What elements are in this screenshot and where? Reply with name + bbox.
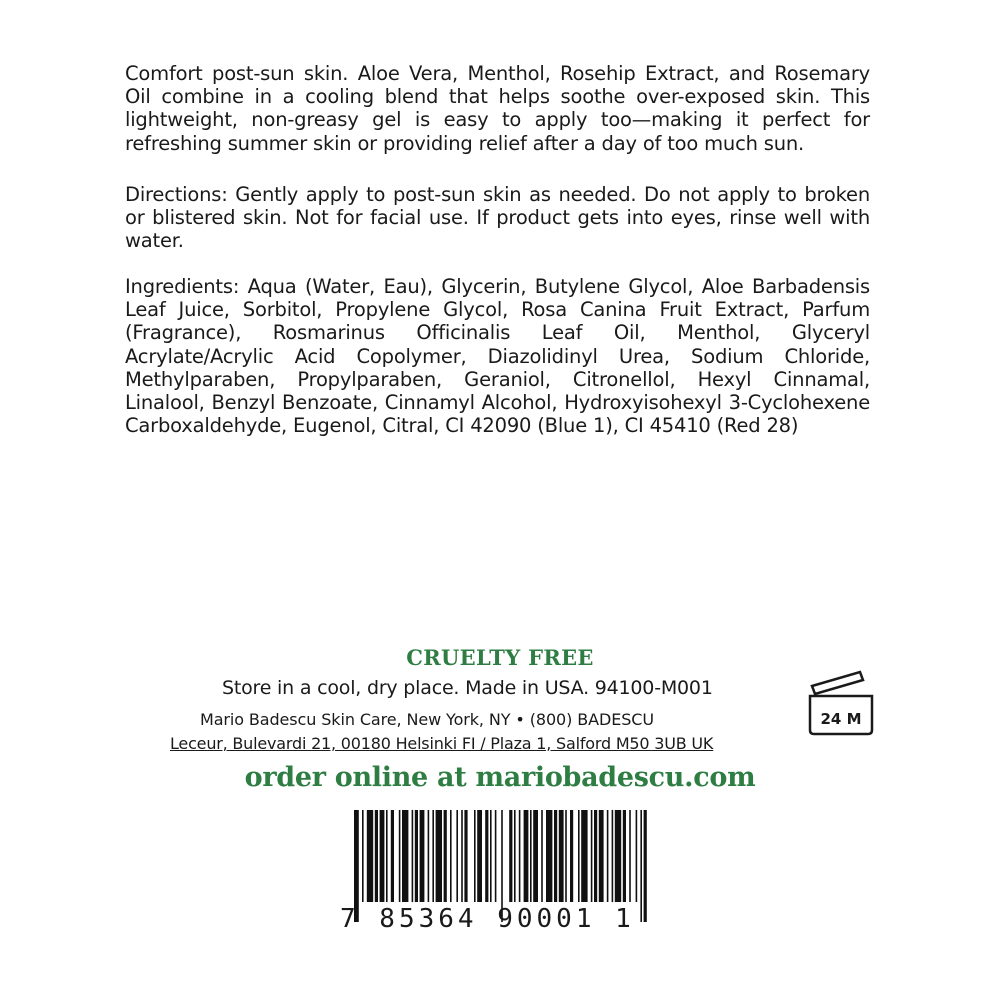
barcode-bar	[559, 810, 564, 902]
barcode-bar	[509, 810, 512, 902]
barcode-bar	[524, 810, 529, 902]
barcode-bar	[578, 810, 580, 902]
barcode-bar	[436, 810, 442, 902]
barcode-digits: 7 85364 90001 1	[340, 904, 635, 934]
barcode-bar	[546, 810, 552, 902]
barcode-bar	[629, 810, 631, 902]
barcode-bar	[541, 810, 543, 902]
barcode-bar	[420, 810, 425, 902]
barcode-bar	[570, 810, 573, 902]
barcode-bar	[464, 810, 467, 902]
barcode-bar	[607, 810, 609, 902]
barcode-bar	[554, 810, 557, 902]
barcode-bar	[533, 810, 538, 902]
barcode-bar	[591, 810, 593, 902]
directions-text: Directions: Gently apply to post-sun skin as needed. Do not apply to broken or blistered skin. Not for facial use. If product gets into eyes, rinse well with water.	[125, 183, 870, 253]
barcode-bar	[581, 810, 587, 902]
barcode-bar	[461, 810, 463, 902]
barcode-bar	[594, 810, 597, 902]
barcode-bar	[367, 810, 373, 902]
barcode-bar	[432, 810, 434, 902]
order-online-link[interactable]: order online at mariobadescu.com	[244, 762, 756, 793]
storage-info: Store in a cool, dry place. Made in USA. 94100-M001	[222, 677, 713, 699]
open-jar-icon	[806, 668, 878, 736]
barcode-bar	[636, 810, 638, 902]
eu-address: Leceur, Bulevardi 21, 00180 Helsinki FI / Plaza 1, Salford M50 3UB UK	[170, 734, 714, 753]
barcode-bar	[477, 810, 482, 902]
barcode-bar	[490, 810, 492, 902]
barcode-bar	[519, 810, 521, 902]
us-address: Mario Badescu Skin Care, New York, NY • (800) BADESCU	[200, 710, 654, 729]
barcode-bar	[362, 810, 364, 902]
barcode-bar	[495, 810, 497, 902]
barcode-bar	[386, 810, 388, 902]
barcode-bar	[412, 810, 414, 902]
barcode-bar	[514, 810, 516, 902]
barcode-bar	[485, 810, 488, 902]
barcode-bar	[623, 810, 626, 902]
product-description: Comfort post-sun skin. Aloe Vera, Menthol, Rosehip Extract, and Rosemary Oil combine in a cooling blend that helps soothe over-exposed skin. This lightweight, non-greasy gel is easy to apply too—making it perfect for refreshing summer skin or providing relief after a day of too much sun.	[125, 62, 870, 155]
barcode-bar	[380, 810, 385, 902]
ingredients-list: Ingredients: Aqua (Water, Eau), Glycerin, Butylene Glycol, Aloe Barbadensis Leaf Juice, Sorbitol, Propylene Glycol, Rosa Canina Fruit Extract, Parfum (Fragrance), Rosmarinus Officinalis Leaf Oil, Menthol, Glyceryl Acrylate/Acrylic Acid Copolymer, Diazolidinyl Urea, Sodium Chloride, Methylparaben, Propylparaben, Geraniol, Citronellol, Hexyl Cinnamal, Linalool, Benzyl Benzoate, Cinnamyl Alcohol, Hydroxyisohexyl 3-Cyclohexene Carboxaldehyde, Eugenol, Citral, CI 42090 (Blue 1), CI 45410 (Red 28)	[125, 275, 870, 438]
barcode-bar	[456, 810, 458, 902]
barcode-bar	[391, 810, 394, 902]
barcode-bar	[615, 810, 621, 902]
barcode-bar	[612, 810, 614, 902]
barcode-bar	[402, 810, 408, 902]
barcode-bar	[565, 810, 567, 902]
barcode-bar	[375, 810, 378, 902]
barcode-bar	[474, 810, 476, 902]
barcode-bar	[415, 810, 418, 902]
barcode-bar	[599, 810, 604, 902]
barcode-bar	[450, 810, 452, 902]
pao-label: 24 M	[820, 710, 862, 728]
barcode-bar	[444, 810, 447, 902]
barcode-bar	[530, 810, 532, 902]
barcode-bar	[428, 810, 430, 902]
barcode-bar	[399, 810, 401, 902]
cruelty-free-badge: CRUELTY FREE	[406, 645, 594, 670]
